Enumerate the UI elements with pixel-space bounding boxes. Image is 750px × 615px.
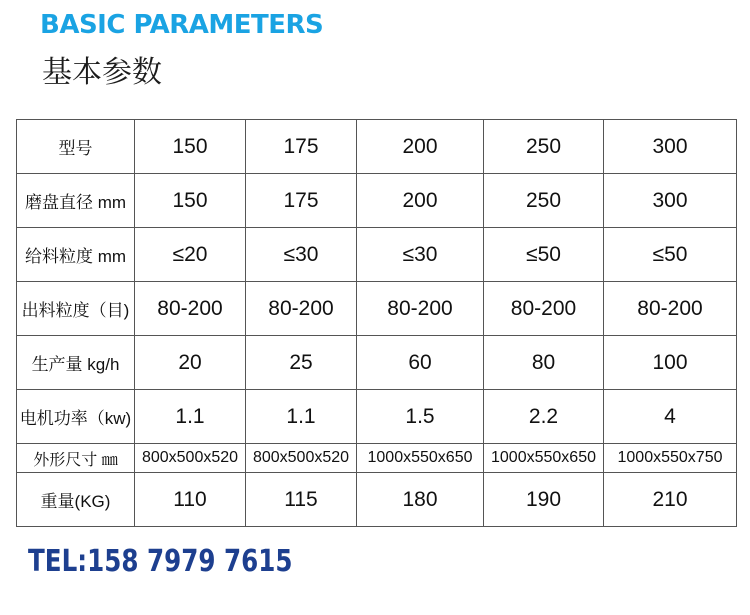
- table-cell: ≤50: [604, 228, 737, 282]
- table-row-dimensions: [17, 444, 737, 473]
- table-cell: 300: [604, 174, 737, 228]
- table-cell: 190: [484, 473, 604, 527]
- table-cell: 250: [484, 174, 604, 228]
- table-cell: 250: [484, 120, 604, 174]
- row-label: 外形尺寸 ㎜: [17, 444, 135, 473]
- parameters-table: [16, 119, 737, 527]
- table-cell: 100: [604, 336, 737, 390]
- phone-number: TEL:158 7979 7615: [28, 544, 293, 579]
- table-row-output-size: [17, 282, 737, 336]
- table-cell: 300: [604, 120, 737, 174]
- table-cell: 1000x550x650: [357, 444, 484, 473]
- table-cell: 80: [484, 336, 604, 390]
- table-cell: 1.5: [357, 390, 484, 444]
- table-cell: 175: [246, 120, 357, 174]
- table-cell: ≤30: [357, 228, 484, 282]
- table-cell: 150: [135, 174, 246, 228]
- table-cell: 1.1: [246, 390, 357, 444]
- table-row-weight: [17, 473, 737, 527]
- row-label: 电机功率（kw): [17, 390, 135, 444]
- table-cell: 210: [604, 473, 737, 527]
- title-english: BASIC PARAMETERS: [40, 10, 324, 40]
- table-row-motor-power: [17, 390, 737, 444]
- table-cell: 800x500x520: [246, 444, 357, 473]
- table-cell: 4: [604, 390, 737, 444]
- table-cell: ≤50: [484, 228, 604, 282]
- table-cell: 110: [135, 473, 246, 527]
- table-row-model: [17, 120, 737, 174]
- table-cell: 800x500x520: [135, 444, 246, 473]
- table-cell: 1000x550x750: [604, 444, 737, 473]
- row-label: 重量(KG): [17, 473, 135, 527]
- table-cell: 200: [357, 120, 484, 174]
- title-chinese: 基本参数: [42, 55, 162, 90]
- table-cell: 175: [246, 174, 357, 228]
- table-cell: 60: [357, 336, 484, 390]
- table-cell: 150: [135, 120, 246, 174]
- row-label: 出料粒度（目): [17, 282, 135, 336]
- table-cell: 2.2: [484, 390, 604, 444]
- table-cell: ≤30: [246, 228, 357, 282]
- row-label: 给料粒度 mm: [17, 228, 135, 282]
- table-cell: 80-200: [135, 282, 246, 336]
- table-cell: 1.1: [135, 390, 246, 444]
- table-cell: 115: [246, 473, 357, 527]
- table-cell: 80-200: [484, 282, 604, 336]
- table-row-capacity: [17, 336, 737, 390]
- row-label: 磨盘直径 mm: [17, 174, 135, 228]
- table-cell: 80-200: [246, 282, 357, 336]
- table-cell: 180: [357, 473, 484, 527]
- table-row-disc-diameter: [17, 174, 737, 228]
- table-cell: 80-200: [357, 282, 484, 336]
- row-label: 型号: [17, 120, 135, 174]
- table-cell: 1000x550x650: [484, 444, 604, 473]
- table-cell: ≤20: [135, 228, 246, 282]
- table-row-feed-size: [17, 228, 737, 282]
- table-cell: 200: [357, 174, 484, 228]
- table-cell: 20: [135, 336, 246, 390]
- table-cell: 25: [246, 336, 357, 390]
- table-cell: 80-200: [604, 282, 737, 336]
- row-label: 生产量 kg/h: [17, 336, 135, 390]
